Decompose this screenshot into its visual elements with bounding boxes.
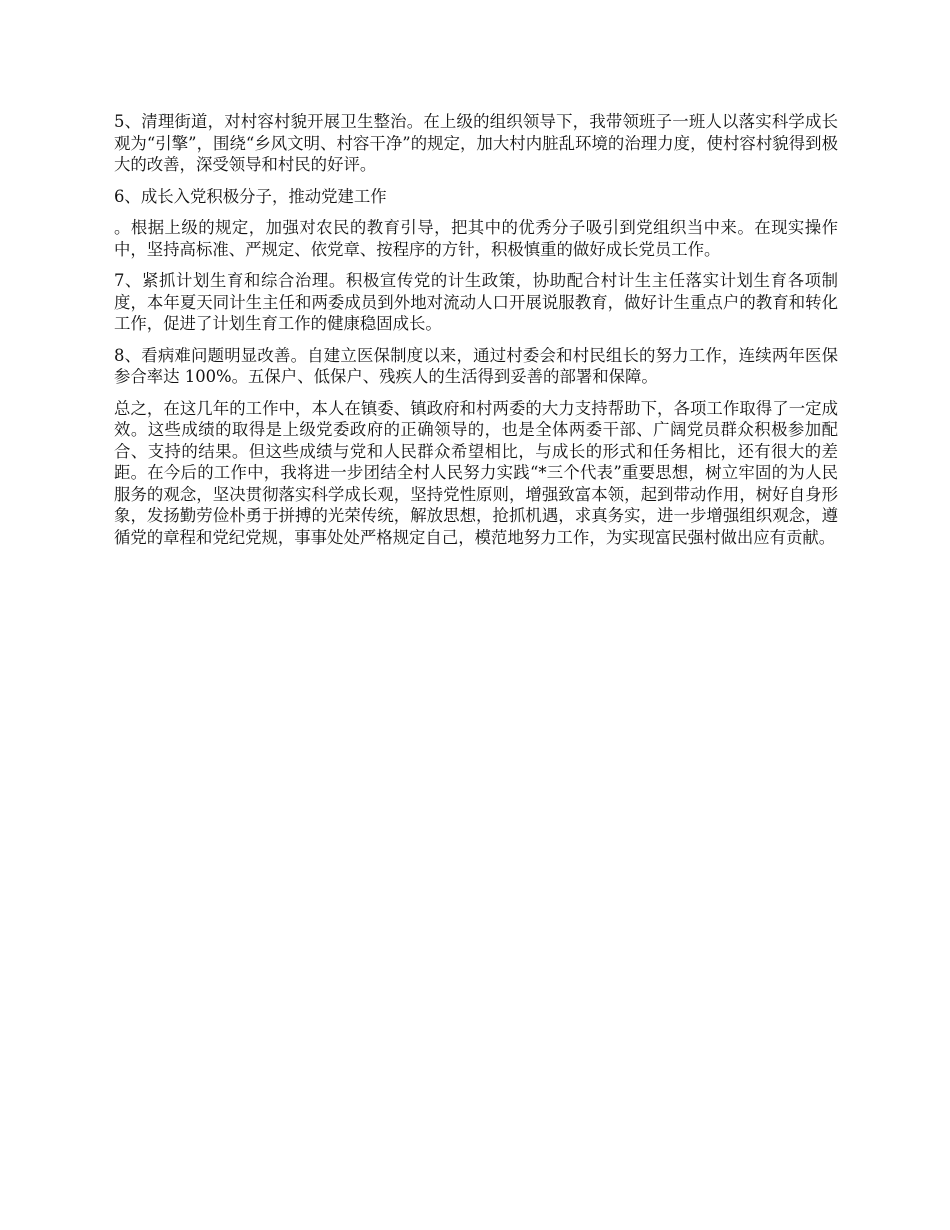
paragraph-conclusion: 总之，在这几年的工作中，本人在镇委、镇政府和村两委的大力支持帮助下，各项工作取得了一定成效。这些成绩的取得是上级党委政府的正确领导的，也是全体两委干部、广阔党员群众积极参加配合、支持的结果。但这些成绩与党和人民群众希望相比，与成长的形式和任务相比，还有很大的差距。在今后的工作中，我将进一步团结全村人民努力实践“*三个代表”重要思想，树立牢固的为人民服务的观念，坚决贯彻落实科学成长观，坚持党性原则，增强致富本领，起到带动作用，树好自身形象，发扬勤劳俭朴勇于拼搏的光荣传统，解放思想，抢抓机遇，求真务实，进一步增强组织观念，遵循党的章程和党纪党规，事事处处严格规定自己，模范地努力工作，为实现富民强村做出应有贡献。 xyxy=(114,398,838,547)
paragraph-party-building: 。根据上级的规定，加强对农民的教育引导，把其中的优秀分子吸引到党组织当中来。在现实操作中，坚持高标准、严规定、依党章、按程序的方针，积极慎重的做好成长党员工作。 xyxy=(114,218,838,259)
paragraph-medical-insurance: 8、看病难问题明显改善。自建立医保制度以来，通过村委会和村民组长的努力工作，连续两年医保参合率达 100%。五保户、低保户、残疾人的生活得到妥善的部署和保障。 xyxy=(114,345,838,386)
paragraph-family-planning: 7、紧抓计划生育和综合治理。积极宣传党的计生政策，协助配合村计生主任落实计划生育各项制度，本年夏天同计生主任和两委成员到外地对流动人口开展说服教育，做好计生重点户的教育和转化工作，促进了计划生育工作的健康稳固成长。 xyxy=(114,271,838,333)
document-body xyxy=(114,111,838,558)
paragraph-sanitation: 5、清理街道，对村容村貌开展卫生整治。在上级的组织领导下，我带领班子一班人以落实科学成长观为“引擎”，围绕“乡风文明、村容干净”的规定，加大村内脏乱环境的治理力度，使村容村貌得到极大的改善，深受领导和村民的好评。 xyxy=(114,112,838,174)
paragraph-party-activists-heading: 6、成长入党积极分子，推动党建工作 xyxy=(114,186,387,206)
